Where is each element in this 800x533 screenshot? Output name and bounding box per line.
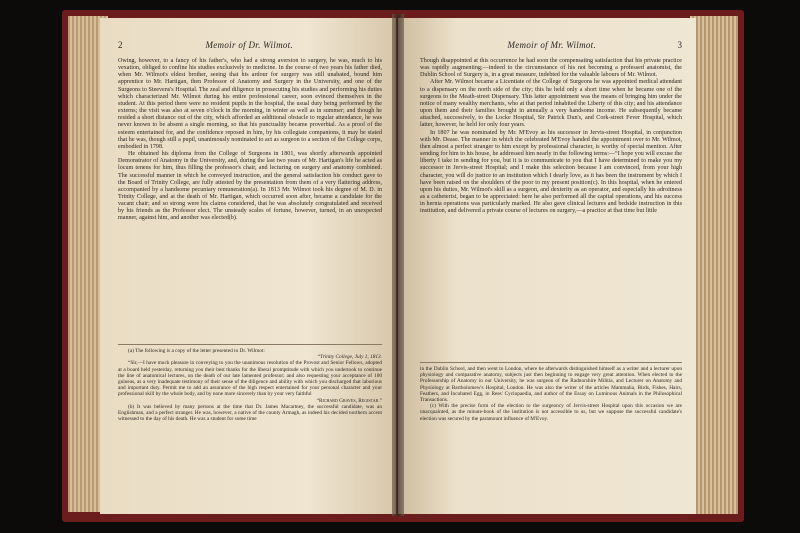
left-page-header (118, 40, 382, 50)
footnote: (b) It was believed by many persons at the time that Dr. James Macartney, the successful candidate, was an Englishman, and a perfect stranger. He was, however, a native of the county Armagh, as indeed his decided northern accent witnessed to the day of his death. He was a student for some time (118, 403, 382, 423)
footnote: (a) The following is a copy of the letter presented to Dr. Wilmot: (128, 348, 265, 354)
right-page-body (420, 58, 682, 215)
right-page (398, 18, 696, 514)
book-gutter (392, 14, 404, 516)
footnote: (c) With the precise form of the election to the surgeoncy of Jervis-street Hospital upon this occasion we are unacquainted, as the minute-book of the institution is not accessible to us, but we suppose the successful candidate's election was secured by the paramount influence of M'Evoy. (420, 403, 682, 422)
paragraph: Owing, however, to a fancy of his father's, who had a strong aversion to surgery, he was, much to his vexation, obliged to confine his studies exclusively to medicine. In the course of two years his father died, when Mr. Wilmot's eldest brother, seeing that his ardour for surgery was still unabated, bound him apprentice to Mr. Hartigan, then Professor of Anatomy and Surgery in the University, and one of the Surgeons to Steevens's Hospital. The zeal and diligence in prosecuting his studies and performing his duties which characterized Mr. Wilmot during his entire professional career, soon evinced themselves in the student. At this period there were no resident pupils in the hospital, the usual duty being performed by the externs; the visit was also at seven o'clock in the morning, in winter as well as in summer; and though he resided a short distance out of the city, which afforded an additional obstacle to regular attendance, he was never known to be absent a single morning, so that his punctuality became proverbial. As a proof of the esteem entertained for, and the confidence reposed in him, by his collegiate companions, it may be stated that he was, though still a pupil, unanimously nominated to act as surgeon to a section of the College corps, embodied in 1798. (118, 58, 382, 150)
paragraph: He obtained his diploma from the College of Surgeons in 1801, was shortly afterwards appointed Demonstrator of Anatomy in the University, and, during the last two years of Mr. Hartigan's life he acted as locum tenens for him, thus filling the professor's chair, and lecturing on surgery and anatomy combined. The successful manner in which he conveyed instruction, and the general satisfaction his conduct gave to the Board of Trinity College, are fully attested by the presentation from them of a very flattering address, accompanied by a handsome pecuniary remuneration(a). In 1813 Mr. Wilmot took his degree of M. D. in Trinity College, and at the death of Mr. Hartigan, which occurred soon after, became a candidate for the vacant chair; and so strong were his claims considered, that he was absolutely congratulated and received by his friends as the Professor elect. The unsteady scales of fortune, however, turned, in an unexpected manner, against him, and another was elected(b). (118, 151, 382, 222)
left-footnotes (118, 348, 382, 422)
running-head: Memoir of Dr. Wilmot. (205, 40, 294, 50)
footnote-letter: “Sir,—I have much pleasure in conveying to you the unanimous resolution of the Provost and Senior Fellows, adopted at a board held yesterday, returning you their best thanks for the liberal promptitude with which you undertook to continue the line of anatomical lectures, on the death of our late lamented professor; and also requesting your acceptance of 100 guineas, as a very inadequate testimony of their sense of the diligence and ability with which you discharged that laborious and important duty. Permit me to add an assurance of the high respect entertained for your personal character and your professional skill by the whole body, and by none more sincerely than by your very faithful (118, 360, 382, 398)
paragraph: After Mr. Wilmot became a Licentiate of the College of Surgeons he was appointed medical attendant to a dispensary on the north side of the city; this he held only a short time when he became one of the surgeons to the Meath-street Dispensary. This latter appointment was the means of bringing him under the notice of many wealthy merchants, who at that period inhabited the Liberty of this city; and his attendance upon them and their families brought in annually a very handsome income. He subsequently became attached, successively, to the Locke Hospital, Sir Patrick Dun's, and Cork-street Fever Hospital, which latter, however, he held for only four years. (420, 79, 682, 129)
footnote: in the Dublin School, and then went to London, where he afterwards distinguished himself as a writer and a lecturer upon physiology and comparative anatomy, subjects just then beginning to engage very great attention. When elected to the Professorship of Anatomy in our University, he was surgeon of the Radnorshire Militia, and Lecturer on Anatomy and Physiology at Bartholomew's Hospital, London. He was also the writer of the articles Mammalia, Birds, Fishes, Hairs, Feathers, and Incubated Egg, in Rees' Cyclopaedia, and author of the Essay on Luminous Animals in the Philosophical Transactions. (420, 366, 682, 404)
page-number: 3 (677, 40, 682, 50)
running-head: Memoir of Mr. Wilmot. (507, 40, 597, 50)
paragraph: In 1807 he was nominated by Mr. M'Evoy as his successor in Jervis-street Hospital, in conjunction with Mr. Dease. The manner in which the celebrated M'Evoy handed the appointment over to Mr. Wilmot, then almost a perfect stranger to him except by professional character, is worthy of special mention. After sending for him to his house, he addressed him nearly in the following terms:—“I hope you will excuse the liberty I take in sending for you, but it is to communicate to you that I have determined to make you my successor in Jervis-street Hospital; and I make this selection because I am convinced, from your high character, you will do justice to an institution which I dearly love, as it has been the instrument by which I have been raised on the shoulders of the poor to my present position(c). In this hospital, when he entered upon his duties, Mr. Wilmot's skill as a surgeon, and dexterity as an operator, and especially his adroitness as a catheterist, began to be appreciated: here he also performed all the capital operations, and his success in hernia operations was particularly marked. He also gave clinical lectures and bedside instruction in this institution, and delivered a private course of lectures on surgery,—a practice at that time but little (420, 129, 682, 215)
right-footnotes (420, 366, 682, 422)
left-page-body (118, 58, 382, 223)
paragraph: Though disappointed at this occurrence he had soon the compensating satisfaction that his private practice was rapidly augmenting;—indeed to the circumstance of his not becoming a professed anatomist, the Dublin School of Surgery is, in a great measure, indebted for the valuable labours of Mr. Wilmot. (420, 58, 682, 79)
footnote-rule (118, 344, 382, 345)
footnote-date: “Trinity College, July 1, 1813. (317, 354, 382, 361)
right-page-header (420, 40, 682, 50)
footnote-signature: “Richard Graves, Registar.” (316, 397, 382, 404)
left-page (100, 18, 396, 514)
page-edges-right (690, 16, 738, 514)
footnote-rule (420, 362, 682, 363)
page-number: 2 (118, 40, 123, 50)
